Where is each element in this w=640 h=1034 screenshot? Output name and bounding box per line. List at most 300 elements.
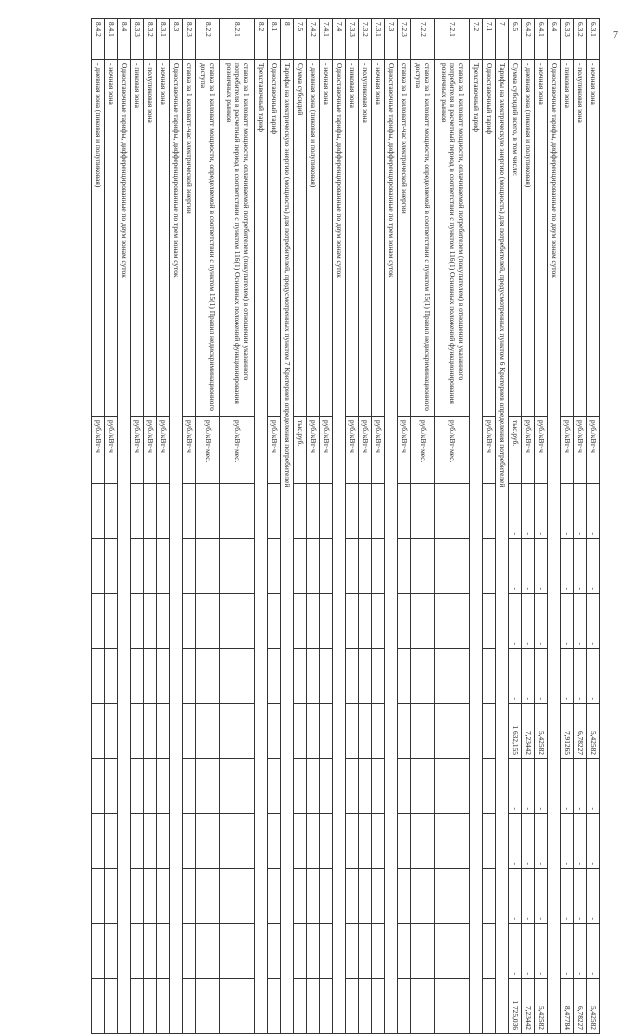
- value-cell: [359, 649, 372, 704]
- value-cell: -: [509, 924, 522, 979]
- value-cell: [411, 814, 435, 869]
- value-cell: [144, 484, 157, 539]
- row-name: - дневная зона (пиковая и полупиковая): [522, 60, 535, 417]
- value-cell: -: [522, 539, 535, 594]
- row-code: 7.1: [483, 19, 496, 60]
- row-unit: руб./кВт·ч: [483, 417, 496, 484]
- value-cell: [157, 539, 170, 594]
- value-cell: [183, 924, 196, 979]
- row-code: 8.4.1: [105, 19, 118, 60]
- row-name: Сумма субсидий всего, в том числе:: [509, 60, 522, 417]
- section-heading: Одноставочные тарифы, дифференцированные по двум зонам суток: [118, 60, 131, 1034]
- section-heading: Тарифы на электрическую энергию (мощность) для потребителей, предусмотренных пунктом 7 Критериев определения потребителей: [281, 60, 294, 1034]
- value-cell: [294, 924, 307, 979]
- table-row: [470, 19, 483, 1034]
- rotated-page-frame: [30, 18, 600, 1030]
- row-unit: руб./кВт·ч: [535, 417, 548, 484]
- value-cell: -: [574, 869, 587, 924]
- table-row: [196, 19, 220, 1034]
- row-unit: руб./кВт·ч: [561, 417, 574, 484]
- value-cell: -: [535, 539, 548, 594]
- value-cell: [483, 649, 496, 704]
- value-cell: 5,42582: [535, 704, 548, 759]
- value-cell: [268, 484, 281, 539]
- value-cell: [220, 924, 255, 979]
- value-cell: [196, 539, 220, 594]
- tariff-table-body: [92, 19, 600, 1034]
- value-cell: [372, 649, 385, 704]
- value-cell: [294, 979, 307, 1034]
- page-number: 7: [613, 30, 618, 41]
- value-cell: [105, 649, 118, 704]
- row-code: 7.2.3: [398, 19, 411, 60]
- value-cell: [220, 979, 255, 1034]
- value-cell: [359, 924, 372, 979]
- table-row: [220, 19, 255, 1034]
- value-cell: -: [509, 814, 522, 869]
- value-cell: [157, 704, 170, 759]
- value-cell: [196, 649, 220, 704]
- value-cell: [196, 979, 220, 1034]
- value-cell: -: [535, 649, 548, 704]
- value-cell: [196, 924, 220, 979]
- value-cell: -: [561, 594, 574, 649]
- row-code: 8.2.1: [220, 19, 255, 60]
- value-cell: [320, 539, 333, 594]
- row-name: ставка за 1 киловатт мощности, определяемой в соответствии с пунктом 15(1) Правил недискриминационного доступа: [196, 60, 220, 417]
- row-unit: руб./кВт·ч: [131, 417, 144, 484]
- row-name: - ночная зона: [157, 60, 170, 417]
- value-cell: -: [574, 814, 587, 869]
- value-cell: [359, 484, 372, 539]
- table-row: [587, 19, 600, 1034]
- value-cell: -: [535, 759, 548, 814]
- value-cell: [346, 539, 359, 594]
- value-cell: [346, 869, 359, 924]
- value-cell: [307, 759, 320, 814]
- value-cell: [411, 979, 435, 1034]
- value-cell: -: [587, 814, 600, 869]
- table-row: [170, 19, 183, 1034]
- value-cell: [359, 814, 372, 869]
- value-cell: [307, 594, 320, 649]
- row-unit: руб./кВт·ч: [105, 417, 118, 484]
- value-cell: [105, 924, 118, 979]
- value-cell: [320, 484, 333, 539]
- value-cell: [268, 869, 281, 924]
- value-cell: -: [535, 924, 548, 979]
- value-cell: -: [561, 869, 574, 924]
- value-cell: -: [574, 924, 587, 979]
- row-name: - пиковая зона: [561, 60, 574, 417]
- row-code: 6.5: [509, 19, 522, 60]
- value-cell: [268, 979, 281, 1034]
- value-cell: [144, 814, 157, 869]
- value-cell: 6,78227: [574, 704, 587, 759]
- value-cell: [307, 704, 320, 759]
- table-row: [118, 19, 131, 1034]
- value-cell: [372, 814, 385, 869]
- value-cell: [307, 484, 320, 539]
- row-unit: руб./кВт·ч: [398, 417, 411, 484]
- tariff-table: [91, 18, 600, 1034]
- value-cell: -: [574, 539, 587, 594]
- row-unit: руб./кВт·ч: [307, 417, 320, 484]
- table-row: [307, 19, 320, 1034]
- value-cell: [307, 924, 320, 979]
- value-cell: [435, 979, 470, 1034]
- section-heading: Одноставочные тарифы, дифференцированные по трем зонам суток: [170, 60, 183, 1034]
- section-heading: Тарифы на электрическую энергию (мощность) для потребителей, предусмотренных пунктом 6 Критериев определения потребителей: [496, 60, 509, 1034]
- value-cell: [320, 704, 333, 759]
- table-row: [561, 19, 574, 1034]
- value-cell: [435, 814, 470, 869]
- value-cell: [196, 869, 220, 924]
- value-cell: [131, 704, 144, 759]
- value-cell: [411, 759, 435, 814]
- value-cell: [144, 704, 157, 759]
- value-cell: [183, 649, 196, 704]
- value-cell: -: [574, 594, 587, 649]
- row-unit: руб./кВт·мес.: [435, 417, 470, 484]
- row-code: 8.4.2: [92, 19, 105, 60]
- table-row: [411, 19, 435, 1034]
- row-unit: руб./кВт·ч: [157, 417, 170, 484]
- value-cell: [131, 814, 144, 869]
- value-cell: -: [522, 814, 535, 869]
- value-cell: 1 632,155: [509, 704, 522, 759]
- value-cell: [398, 594, 411, 649]
- value-cell: [483, 759, 496, 814]
- value-cell: -: [509, 484, 522, 539]
- value-cell: 6,78227: [574, 979, 587, 1034]
- value-cell: [411, 924, 435, 979]
- section-heading: Трехставочный тариф: [470, 60, 483, 1034]
- value-cell: [268, 649, 281, 704]
- value-cell: [157, 759, 170, 814]
- row-code: 7.5: [294, 19, 307, 60]
- row-code: 6.3.2: [574, 19, 587, 60]
- row-name: ставка за 1 киловатт мощности, определяемой в соответствии с пунктом 15(1) Правил недискриминационного доступа: [411, 60, 435, 417]
- table-row: [509, 19, 522, 1034]
- row-code: 6.4.1: [535, 19, 548, 60]
- value-cell: [157, 649, 170, 704]
- value-cell: [398, 484, 411, 539]
- value-cell: [359, 704, 372, 759]
- value-cell: [131, 924, 144, 979]
- value-cell: -: [522, 869, 535, 924]
- table-row: [483, 19, 496, 1034]
- value-cell: -: [535, 869, 548, 924]
- value-cell: [398, 979, 411, 1034]
- row-unit: руб./кВт·мес.: [196, 417, 220, 484]
- value-cell: 7,23442: [522, 704, 535, 759]
- value-cell: -: [535, 594, 548, 649]
- value-cell: [92, 869, 105, 924]
- value-cell: [359, 869, 372, 924]
- value-cell: [157, 814, 170, 869]
- value-cell: [220, 649, 255, 704]
- value-cell: [144, 924, 157, 979]
- value-cell: [92, 484, 105, 539]
- row-unit: тыс.руб.: [509, 417, 522, 484]
- value-cell: [294, 759, 307, 814]
- value-cell: [320, 594, 333, 649]
- value-cell: [372, 704, 385, 759]
- value-cell: [307, 649, 320, 704]
- row-name: Сумма субсидий: [294, 60, 307, 417]
- value-cell: [359, 539, 372, 594]
- value-cell: 7,91265: [561, 704, 574, 759]
- table-row: [574, 19, 587, 1034]
- row-code: 7: [496, 19, 509, 60]
- value-cell: -: [561, 814, 574, 869]
- value-cell: [398, 704, 411, 759]
- value-cell: [372, 869, 385, 924]
- row-name: - дневная зона (пиковая и полупиковая): [307, 60, 320, 417]
- value-cell: [131, 594, 144, 649]
- value-cell: [268, 759, 281, 814]
- row-unit: руб./кВт·мес.: [411, 417, 435, 484]
- value-cell: [294, 539, 307, 594]
- table-row: [105, 19, 118, 1034]
- table-row: [372, 19, 385, 1034]
- value-cell: [294, 704, 307, 759]
- row-code: 6.3.1: [587, 19, 600, 60]
- value-cell: [411, 484, 435, 539]
- value-cell: [346, 594, 359, 649]
- value-cell: [105, 484, 118, 539]
- value-cell: [92, 594, 105, 649]
- value-cell: [157, 869, 170, 924]
- section-heading: Трехставочный тариф: [255, 60, 268, 1034]
- value-cell: [294, 869, 307, 924]
- value-cell: [157, 484, 170, 539]
- value-cell: [483, 704, 496, 759]
- row-name: ставка за 1 киловатт мощности, оплачиваемой потребителем (покупателем) в отношении указанного потребителя в расчетный период в соответствии с пунктом 116(1) Основных положений функционирования розничных рынков: [435, 60, 470, 417]
- value-cell: [220, 539, 255, 594]
- row-name: - ночная зона: [587, 60, 600, 417]
- value-cell: -: [509, 649, 522, 704]
- row-code: 7.2.1: [435, 19, 470, 60]
- value-cell: [157, 979, 170, 1034]
- value-cell: -: [509, 759, 522, 814]
- table-row: [398, 19, 411, 1034]
- value-cell: [105, 869, 118, 924]
- value-cell: [372, 594, 385, 649]
- value-cell: [483, 869, 496, 924]
- value-cell: [483, 484, 496, 539]
- value-cell: [346, 814, 359, 869]
- value-cell: [435, 484, 470, 539]
- table-row: [435, 19, 470, 1034]
- value-cell: [105, 814, 118, 869]
- value-cell: [92, 649, 105, 704]
- value-cell: -: [587, 539, 600, 594]
- value-cell: -: [522, 759, 535, 814]
- value-cell: [359, 594, 372, 649]
- value-cell: [196, 759, 220, 814]
- value-cell: [220, 484, 255, 539]
- row-code: 7.2: [470, 19, 483, 60]
- value-cell: [196, 704, 220, 759]
- row-name: - дневная зона (пиковая и полупиковая): [92, 60, 105, 417]
- table-row: [535, 19, 548, 1034]
- value-cell: [320, 869, 333, 924]
- section-heading: Одноставочные тарифы, дифференцированные по двум зонам суток: [333, 60, 346, 1034]
- value-cell: -: [561, 759, 574, 814]
- row-unit: руб./кВт·ч: [574, 417, 587, 484]
- value-cell: [372, 484, 385, 539]
- table-row: [268, 19, 281, 1034]
- value-cell: [294, 649, 307, 704]
- value-cell: [183, 704, 196, 759]
- value-cell: [105, 979, 118, 1034]
- value-cell: [346, 924, 359, 979]
- value-cell: [183, 814, 196, 869]
- value-cell: [307, 814, 320, 869]
- value-cell: [307, 869, 320, 924]
- value-cell: [92, 814, 105, 869]
- value-cell: [105, 704, 118, 759]
- value-cell: 5,42582: [587, 704, 600, 759]
- value-cell: [398, 869, 411, 924]
- value-cell: 8,47784: [561, 979, 574, 1034]
- value-cell: [398, 759, 411, 814]
- value-cell: [346, 649, 359, 704]
- row-code: 8.3.3: [131, 19, 144, 60]
- value-cell: -: [535, 484, 548, 539]
- value-cell: [144, 539, 157, 594]
- table-row: [92, 19, 105, 1034]
- value-cell: -: [561, 484, 574, 539]
- value-cell: [372, 924, 385, 979]
- value-cell: [220, 594, 255, 649]
- value-cell: [320, 814, 333, 869]
- row-unit: руб./кВт·мес.: [220, 417, 255, 484]
- row-code: 8: [281, 19, 294, 60]
- value-cell: [183, 484, 196, 539]
- value-cell: [157, 924, 170, 979]
- value-cell: [268, 704, 281, 759]
- table-row: [183, 19, 196, 1034]
- row-name: - полупиковая зона: [574, 60, 587, 417]
- value-cell: [294, 814, 307, 869]
- row-code: 7.4.1: [320, 19, 333, 60]
- row-code: 6.4: [548, 19, 561, 60]
- value-cell: [92, 759, 105, 814]
- value-cell: [268, 814, 281, 869]
- value-cell: [411, 539, 435, 594]
- value-cell: -: [587, 594, 600, 649]
- value-cell: [435, 869, 470, 924]
- value-cell: [372, 539, 385, 594]
- row-code: 6.4.2: [522, 19, 535, 60]
- value-cell: -: [561, 924, 574, 979]
- row-code: 7.2.2: [411, 19, 435, 60]
- value-cell: [346, 979, 359, 1034]
- value-cell: [398, 814, 411, 869]
- value-cell: [144, 759, 157, 814]
- value-cell: [220, 759, 255, 814]
- row-name: - пиковая зона: [346, 60, 359, 417]
- value-cell: [196, 484, 220, 539]
- value-cell: -: [587, 924, 600, 979]
- table-row: [346, 19, 359, 1034]
- value-cell: [346, 759, 359, 814]
- value-cell: [398, 539, 411, 594]
- value-cell: [307, 979, 320, 1034]
- value-cell: [483, 594, 496, 649]
- value-cell: [346, 704, 359, 759]
- table-row: [333, 19, 346, 1034]
- value-cell: [157, 594, 170, 649]
- value-cell: 5,42582: [535, 979, 548, 1034]
- value-cell: [268, 924, 281, 979]
- value-cell: [346, 484, 359, 539]
- row-unit: руб./кВт·ч: [372, 417, 385, 484]
- row-code: 7.4.2: [307, 19, 320, 60]
- table-row: [255, 19, 268, 1034]
- row-unit: руб./кВт·ч: [92, 417, 105, 484]
- value-cell: [320, 759, 333, 814]
- value-cell: 5,42582: [587, 979, 600, 1034]
- row-name: ставка за 1 киловатт-час электрической энергии: [398, 60, 411, 417]
- value-cell: 1 725,036: [509, 979, 522, 1034]
- value-cell: 7,23442: [522, 979, 535, 1034]
- row-unit: руб./кВт·ч: [183, 417, 196, 484]
- value-cell: [268, 539, 281, 594]
- value-cell: -: [522, 649, 535, 704]
- value-cell: -: [509, 539, 522, 594]
- table-row: [359, 19, 372, 1034]
- value-cell: [320, 924, 333, 979]
- value-cell: [307, 539, 320, 594]
- value-cell: [483, 814, 496, 869]
- value-cell: [398, 649, 411, 704]
- value-cell: [183, 539, 196, 594]
- row-code: 7.3: [385, 19, 398, 60]
- value-cell: [196, 594, 220, 649]
- value-cell: [372, 759, 385, 814]
- value-cell: [92, 704, 105, 759]
- value-cell: [435, 649, 470, 704]
- value-cell: [320, 649, 333, 704]
- value-cell: [359, 759, 372, 814]
- value-cell: [411, 869, 435, 924]
- value-cell: [183, 979, 196, 1034]
- row-name: - полупиковая зона: [359, 60, 372, 417]
- value-cell: -: [587, 759, 600, 814]
- value-cell: [105, 594, 118, 649]
- row-name: - ночная зона: [535, 60, 548, 417]
- row-name: - ночная зона: [105, 60, 118, 417]
- row-code: 6.3.3: [561, 19, 574, 60]
- row-name: Одноставочный тариф: [268, 60, 281, 417]
- row-unit: руб./кВт·ч: [144, 417, 157, 484]
- row-unit: руб./кВт·ч: [359, 417, 372, 484]
- value-cell: -: [587, 484, 600, 539]
- value-cell: [131, 869, 144, 924]
- value-cell: -: [535, 814, 548, 869]
- value-cell: [435, 924, 470, 979]
- value-cell: [131, 759, 144, 814]
- table-row: [320, 19, 333, 1034]
- value-cell: -: [587, 869, 600, 924]
- value-cell: [435, 539, 470, 594]
- value-cell: [92, 539, 105, 594]
- value-cell: [131, 979, 144, 1034]
